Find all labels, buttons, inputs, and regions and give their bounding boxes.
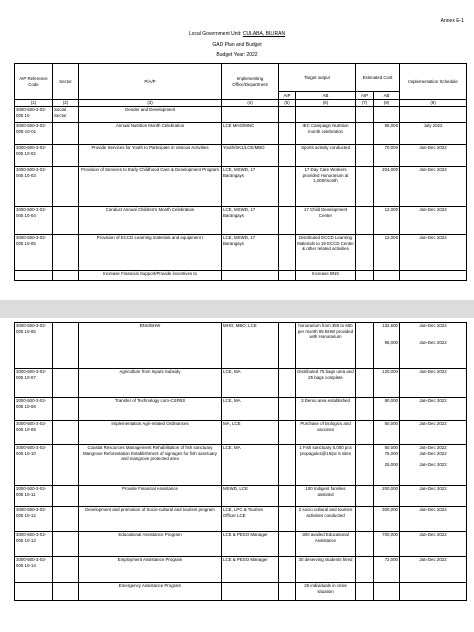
target-aip-cell (279, 207, 296, 235)
cost-aip-cell (356, 507, 374, 532)
target-aip-cell (279, 583, 296, 601)
pap-cell: Gender and Development (79, 107, 222, 123)
sector-cell: Social Sector (53, 107, 79, 123)
cost-aip-cell (356, 123, 374, 145)
office-cell: LCE, LPC & Tourism Officer LCE (222, 507, 279, 532)
column-number-row (15, 100, 467, 107)
table-row (15, 445, 467, 486)
office-cell: MHO, MBO, LCE (222, 323, 279, 369)
aip-code-cell: 3000-500-3-02-005 10 (15, 107, 53, 123)
col-number: (5) (279, 100, 296, 107)
sector-cell (53, 486, 79, 507)
aip-code-cell (15, 583, 53, 601)
aip-code-cell: 3000-500-3-02-005 10-12 (15, 507, 53, 532)
col-header-cost: Estimated Cost (356, 64, 400, 92)
target-aip-cell (279, 445, 296, 486)
target-aip-cell (279, 507, 296, 532)
aip-code-cell: 3000-500-3-02-005 10-14 (15, 557, 53, 583)
target-output-cell: 3 Demo area established (296, 398, 356, 421)
cost-aip-cell (356, 167, 374, 207)
table-row (15, 486, 467, 507)
table-row (15, 167, 467, 207)
table-row (15, 235, 467, 271)
pap-cell: Increase Financial Support/Provide incentives to (79, 271, 222, 281)
target-output-cell: honorarium from 350 to 650 per month 95 BHW provided with Honorarium (296, 323, 356, 369)
aip-code-cell: 3000-500-3-02-005 10-10 (15, 445, 53, 486)
pap-cell: Provide Financial Assistance (79, 486, 222, 507)
col-header-target-aip: AIP (279, 92, 296, 100)
table-row (15, 145, 467, 167)
sector-cell (53, 167, 79, 207)
pap-cell: Implementation Agri-related Ordinances (79, 421, 222, 445)
estimated-cost-cell: 72,000 (374, 557, 400, 583)
col-header-cost-ab: AB (374, 92, 400, 100)
aip-code-cell: 3000-500-3-02-005 10-07 (15, 369, 53, 398)
col-number: (2) (53, 100, 79, 107)
sector-cell (53, 398, 79, 421)
target-output-cell: 300 availed Educational Assistance (296, 532, 356, 557)
estimated-cost-cell (374, 271, 400, 281)
col-number: (7) (356, 100, 374, 107)
col-header-office: Implementing Office/Department (222, 64, 279, 100)
pap-cell: Educational Assistance Program (79, 532, 222, 557)
estimated-cost-cell: 120,000 (374, 369, 400, 398)
table-row (15, 369, 467, 398)
target-aip-cell (279, 398, 296, 421)
document-page-2 (0, 318, 474, 632)
estimated-cost-cell: 700,000 (374, 532, 400, 557)
estimated-cost-cell: 12,000 (374, 207, 400, 235)
table-row (15, 323, 467, 369)
col-header-schedule: Implementation Schedule (400, 64, 467, 100)
col-header-cost-aip: AIP (356, 92, 374, 100)
office-cell: LCE, MSWD, 17 Barangays (222, 167, 279, 207)
target-output-cell: 17 Day Care Workers provided Honorarium at 1,000/month (296, 167, 356, 207)
table-row (15, 557, 467, 583)
lgu-prefix: Local Government Unit: (188, 31, 242, 37)
target-aip-cell (279, 421, 296, 445)
estimated-cost-cell (374, 107, 400, 123)
sector-cell (53, 507, 79, 532)
office-cell: LCE, MSWD, 17 Barangays (222, 235, 279, 271)
office-cell: LCE, MA (222, 398, 279, 421)
sector-cell (53, 369, 79, 398)
sector-cell (53, 123, 79, 145)
aip-code-cell: 3000-500-3-02-005 10-03 (15, 167, 53, 207)
col-header-sector: Sector (53, 64, 79, 100)
cost-aip-cell (356, 532, 374, 557)
cost-aip-cell (356, 271, 374, 281)
cost-aip-cell (356, 107, 374, 123)
cost-aip-cell (356, 369, 374, 398)
target-aip-cell (279, 532, 296, 557)
col-number: (6) (296, 100, 356, 107)
aip-code-cell: 3000-500-3-02-005 10-08 (15, 398, 53, 421)
col-number: (3) (79, 100, 222, 107)
schedule-cell (400, 583, 467, 601)
target-output-cell: 17 Child Development Center (296, 207, 356, 235)
document-page-1 (0, 0, 474, 300)
estimated-cost-cell: 50,000 75,000 25,000 (374, 445, 400, 486)
office-cell: LCE, MA (222, 445, 279, 486)
table-row (15, 107, 467, 123)
cost-aip-cell (356, 235, 374, 271)
schedule-cell: Jan-Dec 2022 (400, 145, 467, 167)
schedule-cell: Jan-Dec 2022 (400, 486, 467, 507)
aip-code-cell: 3000-500-3-02-005 10-09 (15, 421, 53, 445)
aip-code-cell: 3000-500-3-02-005 10-04 (15, 207, 53, 235)
target-output-cell: Purchase of biologics and vaccines (296, 421, 356, 445)
budget-year: Budget Year: 2022 (216, 52, 258, 58)
schedule-cell: Jan-Dec 2022 (400, 167, 467, 207)
schedule-cell: Jan-Dec 2022 Jan-Dec 2022 (400, 323, 467, 369)
sector-cell (53, 583, 79, 601)
estimated-cost-cell: 200,000 (374, 486, 400, 507)
pap-cell: Coastal Resources Management Rehabilitation of fish sanctuary Mangrove Reforestation Establishment of signages for fish sanctuary and mangrove protected area (79, 445, 222, 486)
sector-cell (53, 557, 79, 583)
target-aip-cell (279, 107, 296, 123)
schedule-cell: Jan-Dec 2022 (400, 369, 467, 398)
schedule-cell: Jan-Dec 2022 (400, 421, 467, 445)
office-cell: LCE & PESO Manager (222, 532, 279, 557)
plan-title: GAD Plan and Budget (212, 42, 262, 48)
cost-aip-cell (356, 557, 374, 583)
target-output-cell: Increase BNS (296, 271, 356, 281)
cost-aip-cell (356, 421, 374, 445)
estimated-cost-cell: 50,000 (374, 421, 400, 445)
schedule-cell (400, 271, 467, 281)
lgu-name: CULABA, BILIRAN (242, 31, 286, 37)
office-cell (222, 583, 279, 601)
aip-code-cell: 3000-500-3-02-005 10-13 (15, 532, 53, 557)
estimated-cost-cell: 132,600 95,000 (374, 323, 400, 369)
sector-cell (53, 235, 79, 271)
col-number: (1) (15, 100, 53, 107)
estimated-cost-cell: 95,000 (374, 123, 400, 145)
cost-aip-cell (356, 398, 374, 421)
pap-cell: BNS/BHW (79, 323, 222, 369)
target-output-cell: Sports activity conducted (296, 145, 356, 167)
pap-cell: Agriculture from Inputs Subsidy (79, 369, 222, 398)
target-output-cell: 30 deserving students hired (296, 557, 356, 583)
office-cell: MSWD, LCE (222, 486, 279, 507)
estimated-cost-cell: 204,000 (374, 167, 400, 207)
cost-aip-cell (356, 583, 374, 601)
annex-label: Annex E-1 (440, 18, 464, 24)
col-header-aip-code: AIP Reference Code (15, 64, 53, 100)
lgu-line (0, 31, 474, 37)
pap-cell: Annual Nutrition Month Celebration (79, 123, 222, 145)
table-row (15, 583, 467, 601)
col-number: (8) (374, 100, 400, 107)
table-row (15, 207, 467, 235)
target-output-cell: Distributed ECCD Learning Materials to 19 ECCD Center & other related activities (296, 235, 356, 271)
aip-code-cell: 3000-500-3-02-005 10-11 (15, 486, 53, 507)
schedule-cell: Jan-Dec 2022 (400, 557, 467, 583)
target-aip-cell (279, 123, 296, 145)
cost-aip-cell (356, 445, 374, 486)
aip-code-cell (15, 271, 53, 281)
office-cell (222, 107, 279, 123)
office-cell: LCE MHO/MNC (222, 123, 279, 145)
table-row (15, 123, 467, 145)
estimated-cost-cell (374, 583, 400, 601)
col-header-target-ab: AB (296, 92, 356, 100)
aip-code-cell: 3000-500-3-02-005 10-06 (15, 323, 53, 369)
col-header-target: Target output (279, 64, 356, 92)
target-aip-cell (279, 369, 296, 398)
table-row (15, 507, 467, 532)
target-output-cell (296, 107, 356, 123)
table-row (15, 532, 467, 557)
aip-code-cell: 3000-500-3-02-005 10-02 (15, 145, 53, 167)
target-aip-cell (279, 235, 296, 271)
gad-plan-table-page-2 (14, 322, 467, 601)
sector-cell (53, 145, 79, 167)
target-output-cell: Distributed 75 bags urea and 25 bags complete (296, 369, 356, 398)
col-number: (9) (400, 100, 467, 107)
office-cell: MA, LCE (222, 421, 279, 445)
target-aip-cell (279, 271, 296, 281)
pap-cell: Transfer of Technology corn-CSFBS (79, 398, 222, 421)
pap-cell: Development and promotion of Socio-cultural and tourism program (79, 507, 222, 532)
cost-aip-cell (356, 145, 374, 167)
office-cell: LCE, MA (222, 369, 279, 398)
schedule-cell: Jan-Dec 2022 (400, 532, 467, 557)
target-aip-cell (279, 486, 296, 507)
pap-cell: Conduct Annual Children's Month Celebration (79, 207, 222, 235)
estimated-cost-cell: 12,000 (374, 235, 400, 271)
estimated-cost-cell: 300,000 (374, 507, 400, 532)
target-aip-cell (279, 323, 296, 369)
aip-code-cell: 3000-500-3-02-005-10-01 (15, 123, 53, 145)
pap-cell: Provide Services for Youth to Participate in Various Activities (79, 145, 222, 167)
estimated-cost-cell: 70,000 (374, 145, 400, 167)
sector-cell (53, 323, 79, 369)
office-cell: LCE & PESO Manager (222, 557, 279, 583)
schedule-cell: Jan-Dec 2022 (400, 398, 467, 421)
pap-cell: Emergency Assistance Program (79, 583, 222, 601)
schedule-cell: Jan-Dec 2022 (400, 235, 467, 271)
pap-cell: Provision of ECCD Learning materials and equipment t (79, 235, 222, 271)
sector-cell (53, 271, 79, 281)
schedule-cell (400, 107, 467, 123)
table-row (15, 271, 467, 281)
schedule-cell: Jan-Dec 2022 (400, 507, 467, 532)
sector-cell (53, 207, 79, 235)
table-row (15, 421, 467, 445)
aip-code-cell: 3000-500-3-02-005 10-05 (15, 235, 53, 271)
target-aip-cell (279, 557, 296, 583)
col-number: (4) (222, 100, 279, 107)
target-output-cell: 2 socio cultural and tourism activities conducted (296, 507, 356, 532)
target-aip-cell (279, 167, 296, 207)
cost-aip-cell (356, 486, 374, 507)
target-output-cell: IEC Campaign Nutrition month celebration (296, 123, 356, 145)
office-cell (222, 271, 279, 281)
cost-aip-cell (356, 207, 374, 235)
sector-cell (53, 532, 79, 557)
schedule-cell: Jan-Dec 2022 (400, 207, 467, 235)
office-cell: Youth/SK1/LCE/MBO (222, 145, 279, 167)
estimated-cost-cell: 80,000 (374, 398, 400, 421)
target-output-cell: 25 individuals in crisis situation (296, 583, 356, 601)
office-cell: LCE, MSWD, 17 Barangays (222, 207, 279, 235)
sector-cell (53, 421, 79, 445)
target-output-cell: 1 Fish sanctuary 5,000 pcs propagules@15/pc 5 sites (296, 445, 356, 486)
schedule-cell: July 2022 (400, 123, 467, 145)
cost-aip-cell (356, 323, 374, 369)
schedule-cell: Jan-Dec 2022 Jan-Dec 2022 Jan-Dec 2022 (400, 445, 467, 486)
col-header-pap: P/A/P (79, 64, 222, 100)
sector-cell (53, 445, 79, 486)
table-row (15, 398, 467, 421)
gad-plan-table-page-1 (14, 63, 467, 281)
pap-cell: Employment Assistance Program (79, 557, 222, 583)
target-output-cell: 100 Indigent families assisted (296, 486, 356, 507)
target-aip-cell (279, 145, 296, 167)
pap-cell: Provision of Services to Early Childhood Care & Development Program (79, 167, 222, 207)
